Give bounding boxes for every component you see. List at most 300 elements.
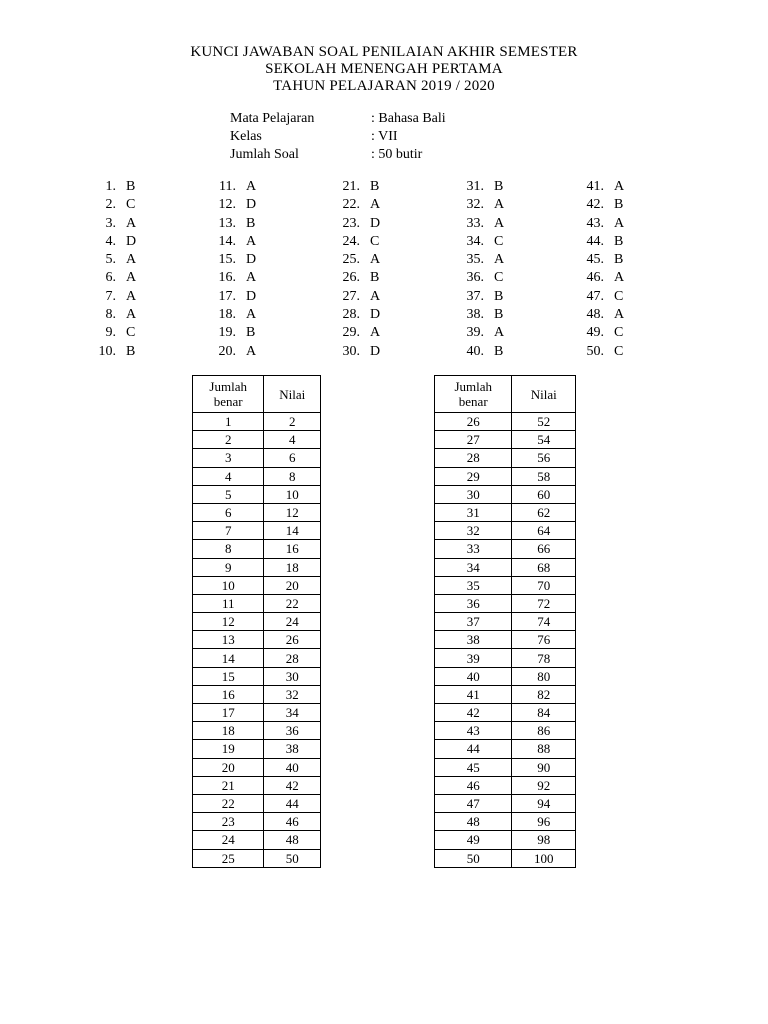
answer-item (76, 269, 137, 287)
answer-item (564, 324, 624, 342)
answer-item (76, 251, 137, 269)
cell-correct-count: 49 (435, 831, 512, 849)
answer-item (320, 215, 381, 233)
answer-number: 48. (586, 307, 604, 323)
answer-item (196, 306, 257, 324)
answer-number: 1. (105, 179, 116, 194)
cell-correct-count: 42 (435, 704, 512, 722)
table-row (193, 758, 321, 776)
table-row (435, 594, 576, 612)
cell-correct-count: 18 (193, 722, 264, 740)
cell-correct-count: 14 (193, 649, 264, 667)
header-score: Nilai (264, 376, 321, 413)
answer-letter: A (614, 307, 625, 323)
answer-letter: A (494, 215, 505, 231)
answer-number: 22. (342, 197, 360, 213)
answer-letter: A (126, 215, 137, 231)
table-row (193, 776, 321, 794)
answer-item (320, 233, 380, 251)
cell-correct-count: 11 (193, 594, 264, 612)
table-row (435, 849, 576, 867)
answer-item (444, 343, 504, 361)
answer-number: 28. (342, 307, 360, 323)
cell-correct-count: 45 (435, 758, 512, 776)
answer-letter: C (614, 343, 624, 359)
answer-letter: C (370, 233, 380, 249)
answer-letter: A (246, 179, 257, 194)
cell-score: 10 (264, 485, 321, 503)
cell-correct-count: 3 (193, 449, 264, 467)
answer-item (196, 269, 257, 287)
cell-score: 58 (512, 467, 576, 485)
cell-correct-count: 26 (435, 413, 512, 431)
cell-score: 94 (512, 794, 576, 812)
answer-item (320, 324, 381, 342)
cell-correct-count: 8 (193, 540, 264, 558)
answer-number: 29. (342, 325, 360, 341)
answer-item (320, 269, 380, 287)
answer-letter: C (126, 197, 136, 213)
answer-letter: B (494, 307, 504, 323)
info-value: : VII (371, 129, 398, 144)
table-row (435, 685, 576, 703)
answer-column (564, 178, 625, 361)
answer-letter: D (370, 215, 381, 231)
answer-item (196, 324, 256, 342)
answer-number: 23. (342, 215, 360, 231)
table-row (193, 722, 321, 740)
table-row (435, 485, 576, 503)
table-row (193, 849, 321, 867)
answer-number: 32. (466, 197, 484, 213)
answer-item (444, 215, 505, 233)
answer-number: 2. (105, 197, 116, 213)
answer-number: 30. (342, 343, 360, 359)
answer-number: 16. (218, 270, 236, 286)
cell-score: 8 (264, 467, 321, 485)
cell-correct-count: 39 (435, 649, 512, 667)
answer-item (76, 343, 136, 361)
cell-score: 48 (264, 831, 321, 849)
answer-letter: A (246, 270, 257, 286)
answer-number: 26. (342, 270, 360, 286)
answer-number: 15. (218, 252, 236, 268)
table-row (193, 540, 321, 558)
table-row (193, 449, 321, 467)
answer-number: 31. (466, 179, 484, 194)
cell-correct-count: 35 (435, 576, 512, 594)
answer-item (564, 269, 625, 287)
answer-number: 21. (342, 179, 360, 194)
header-correct-count-line2: benar (213, 394, 243, 409)
cell-score: 90 (512, 758, 576, 776)
answer-item (76, 196, 136, 214)
cell-correct-count: 13 (193, 631, 264, 649)
table-row (435, 503, 576, 521)
answer-letter: A (126, 270, 137, 286)
answer-item (196, 288, 257, 306)
answer-number: 5. (105, 252, 116, 268)
table-row (193, 413, 321, 431)
cell-score: 80 (512, 667, 576, 685)
cell-score: 84 (512, 704, 576, 722)
answer-letter: A (614, 270, 625, 286)
table-row (435, 431, 576, 449)
answer-number: 39. (466, 325, 484, 341)
answer-item (196, 178, 257, 196)
info-label: Jumlah Soal (230, 147, 299, 162)
cell-score: 4 (264, 431, 321, 449)
answer-item (564, 178, 625, 196)
answer-number: 45. (586, 252, 604, 268)
answer-item (76, 324, 136, 342)
cell-correct-count: 20 (193, 758, 264, 776)
answer-number: 14. (218, 233, 236, 249)
table-row (435, 522, 576, 540)
answer-number: 17. (218, 288, 236, 304)
cell-correct-count: 25 (193, 849, 264, 867)
cell-score: 96 (512, 813, 576, 831)
info-label: Mata Pelajaran (230, 111, 315, 126)
answer-item (444, 196, 505, 214)
cell-correct-count: 15 (193, 667, 264, 685)
answer-number: 42. (586, 197, 604, 213)
info-value: : Bahasa Bali (371, 111, 446, 126)
answer-letter: D (126, 233, 137, 249)
cell-correct-count: 30 (435, 485, 512, 503)
answer-number: 33. (466, 215, 484, 231)
answer-item (76, 306, 137, 324)
answer-number: 27. (342, 288, 360, 304)
table-row (435, 576, 576, 594)
answer-item (444, 233, 504, 251)
answer-item (76, 233, 137, 251)
answer-item (444, 251, 505, 269)
table-row (435, 758, 576, 776)
cell-score: 34 (264, 704, 321, 722)
answer-number: 46. (586, 270, 604, 286)
cell-score: 46 (264, 813, 321, 831)
answer-item (76, 288, 137, 306)
answer-item (444, 324, 505, 342)
answer-letter: A (370, 252, 381, 268)
table-row (435, 831, 576, 849)
cell-score: 36 (264, 722, 321, 740)
cell-score: 60 (512, 485, 576, 503)
document-title-line2: SEKOLAH MENENGAH PERTAMA (265, 61, 503, 77)
answer-item (196, 233, 257, 251)
cell-score: 42 (264, 776, 321, 794)
table-row (193, 522, 321, 540)
answer-number: 6. (105, 270, 116, 286)
answer-column (76, 178, 137, 361)
document-title-line3: TAHUN PELAJARAN 2019 / 2020 (273, 78, 495, 94)
answer-letter: B (246, 215, 256, 231)
table-row (193, 485, 321, 503)
cell-score: 28 (264, 649, 321, 667)
answer-letter: D (246, 252, 257, 268)
table-row (435, 776, 576, 794)
answer-letter: A (494, 325, 505, 341)
table-row (193, 740, 321, 758)
cell-score: 44 (264, 794, 321, 812)
cell-score: 70 (512, 576, 576, 594)
table-row (435, 467, 576, 485)
answer-letter: A (494, 252, 505, 268)
answer-letter: C (494, 233, 504, 249)
table-row (435, 449, 576, 467)
answer-number: 7. (105, 288, 116, 304)
cell-correct-count: 1 (193, 413, 264, 431)
answer-letter: B (614, 233, 624, 249)
cell-score: 40 (264, 758, 321, 776)
cell-score: 20 (264, 576, 321, 594)
cell-score: 72 (512, 594, 576, 612)
answer-letter: B (494, 179, 504, 194)
table-header-row (193, 376, 321, 413)
answer-number: 36. (466, 270, 484, 286)
answer-number: 37. (466, 288, 484, 304)
answer-item (320, 178, 380, 196)
cell-correct-count: 17 (193, 704, 264, 722)
header-correct-count (435, 376, 512, 413)
answer-number: 12. (218, 197, 236, 213)
answer-item (564, 215, 625, 233)
table-row (193, 594, 321, 612)
answer-letter: D (370, 343, 381, 359)
table-row (435, 558, 576, 576)
cell-correct-count: 24 (193, 831, 264, 849)
answer-item (76, 178, 136, 196)
answer-number: 50. (586, 343, 604, 359)
cell-score: 24 (264, 613, 321, 631)
answer-letter: A (246, 233, 257, 249)
header-score: Nilai (512, 376, 576, 413)
answer-letter: B (370, 179, 380, 194)
answer-item (444, 178, 504, 196)
cell-score: 30 (264, 667, 321, 685)
table-row (193, 685, 321, 703)
answer-letter: D (246, 197, 257, 213)
answer-letter: A (370, 197, 381, 213)
table-row (435, 413, 576, 431)
answer-letter: B (494, 288, 504, 304)
answer-item (564, 251, 624, 269)
answer-letter: A (370, 288, 381, 304)
table-row (435, 813, 576, 831)
answer-column (320, 178, 381, 361)
answer-letter: C (494, 270, 504, 286)
answer-number: 47. (586, 288, 604, 304)
header-correct-count-line1: Jumlah (209, 379, 247, 394)
cell-correct-count: 10 (193, 576, 264, 594)
cell-correct-count: 41 (435, 685, 512, 703)
cell-score: 88 (512, 740, 576, 758)
answer-item (196, 343, 257, 361)
cell-correct-count: 22 (193, 794, 264, 812)
cell-score: 22 (264, 594, 321, 612)
answer-item (76, 215, 137, 233)
answer-letter: B (614, 197, 624, 213)
answer-letter: B (126, 179, 136, 194)
answer-number: 10. (98, 343, 116, 359)
cell-score: 56 (512, 449, 576, 467)
table-row (435, 704, 576, 722)
answer-letter: C (126, 325, 136, 341)
answer-letter: A (370, 325, 381, 341)
cell-score: 98 (512, 831, 576, 849)
header-correct-count (193, 376, 264, 413)
table-row (193, 813, 321, 831)
answer-number: 34. (466, 233, 484, 249)
cell-score: 66 (512, 540, 576, 558)
cell-correct-count: 48 (435, 813, 512, 831)
answer-number: 20. (218, 343, 236, 359)
cell-score: 52 (512, 413, 576, 431)
cell-correct-count: 29 (435, 467, 512, 485)
table-row (435, 631, 576, 649)
cell-correct-count: 33 (435, 540, 512, 558)
table-row (193, 649, 321, 667)
answer-item (196, 251, 257, 269)
answer-item (320, 288, 381, 306)
cell-correct-count: 21 (193, 776, 264, 794)
table-row (193, 831, 321, 849)
cell-correct-count: 32 (435, 522, 512, 540)
answer-letter: A (494, 197, 505, 213)
cell-score: 64 (512, 522, 576, 540)
table-row (193, 576, 321, 594)
cell-correct-count: 37 (435, 613, 512, 631)
table-row (435, 540, 576, 558)
answer-number: 38. (466, 307, 484, 323)
answer-item (196, 196, 257, 214)
answer-number: 13. (218, 215, 236, 231)
score-table-right (434, 375, 576, 868)
answer-number: 49. (586, 325, 604, 341)
answer-column (196, 178, 257, 361)
cell-correct-count: 43 (435, 722, 512, 740)
cell-correct-count: 27 (435, 431, 512, 449)
answer-number: 11. (219, 179, 236, 194)
table-row (435, 722, 576, 740)
cell-score: 62 (512, 503, 576, 521)
answer-letter: B (126, 343, 136, 359)
answer-letter: C (614, 325, 624, 341)
answer-item (564, 196, 624, 214)
table-row (435, 794, 576, 812)
cell-correct-count: 44 (435, 740, 512, 758)
answer-letter: A (126, 252, 137, 268)
answer-number: 25. (342, 252, 360, 268)
cell-score: 76 (512, 631, 576, 649)
answer-number: 43. (586, 215, 604, 231)
answer-letter: A (126, 288, 137, 304)
cell-correct-count: 19 (193, 740, 264, 758)
answer-item (320, 251, 381, 269)
cell-score: 92 (512, 776, 576, 794)
table-row (435, 667, 576, 685)
table-row (193, 667, 321, 685)
answer-item (196, 215, 256, 233)
document-title-line1: KUNCI JAWABAN SOAL PENILAIAN AKHIR SEMESTER (190, 44, 578, 60)
cell-score: 68 (512, 558, 576, 576)
cell-score: 78 (512, 649, 576, 667)
table-row (435, 740, 576, 758)
answer-letter: A (126, 307, 137, 323)
cell-score: 12 (264, 503, 321, 521)
cell-score: 6 (264, 449, 321, 467)
answer-number: 9. (105, 325, 116, 341)
answer-letter: C (614, 288, 624, 304)
cell-correct-count: 23 (193, 813, 264, 831)
cell-score: 54 (512, 431, 576, 449)
answer-letter: B (494, 343, 504, 359)
answer-item (444, 306, 504, 324)
cell-correct-count: 4 (193, 467, 264, 485)
table-row (193, 794, 321, 812)
table-header-row (435, 376, 576, 413)
answer-number: 35. (466, 252, 484, 268)
answer-column (444, 178, 505, 361)
table-row (193, 467, 321, 485)
cell-correct-count: 28 (435, 449, 512, 467)
table-row (435, 613, 576, 631)
table-row (193, 431, 321, 449)
answer-item (564, 306, 625, 324)
answer-number: 40. (466, 343, 484, 359)
table-row (193, 558, 321, 576)
cell-correct-count: 36 (435, 594, 512, 612)
table-row (193, 704, 321, 722)
cell-score: 74 (512, 613, 576, 631)
table-row (435, 649, 576, 667)
cell-score: 18 (264, 558, 321, 576)
cell-score: 2 (264, 413, 321, 431)
answer-letter: B (246, 325, 256, 341)
answer-item (444, 269, 504, 287)
answer-letter: A (246, 343, 257, 359)
table-row (193, 613, 321, 631)
cell-correct-count: 7 (193, 522, 264, 540)
cell-correct-count: 16 (193, 685, 264, 703)
answer-letter: D (246, 288, 257, 304)
answer-item (564, 288, 624, 306)
cell-correct-count: 38 (435, 631, 512, 649)
header-correct-count-line2: benar (458, 394, 488, 409)
cell-correct-count: 34 (435, 558, 512, 576)
answer-item (564, 343, 624, 361)
cell-correct-count: 31 (435, 503, 512, 521)
score-table-left (192, 375, 321, 868)
cell-correct-count: 12 (193, 613, 264, 631)
answer-number: 8. (105, 307, 116, 323)
cell-correct-count: 9 (193, 558, 264, 576)
cell-score: 50 (264, 849, 321, 867)
answer-item (320, 343, 381, 361)
answer-number: 3. (105, 215, 116, 231)
answer-item (320, 306, 381, 324)
cell-correct-count: 6 (193, 503, 264, 521)
table-row (193, 631, 321, 649)
answer-number: 41. (586, 179, 604, 194)
answer-item (320, 196, 381, 214)
cell-score: 38 (264, 740, 321, 758)
answer-number: 19. (218, 325, 236, 341)
answer-number: 18. (218, 307, 236, 323)
answer-letter: A (246, 307, 257, 323)
answer-number: 24. (342, 233, 360, 249)
